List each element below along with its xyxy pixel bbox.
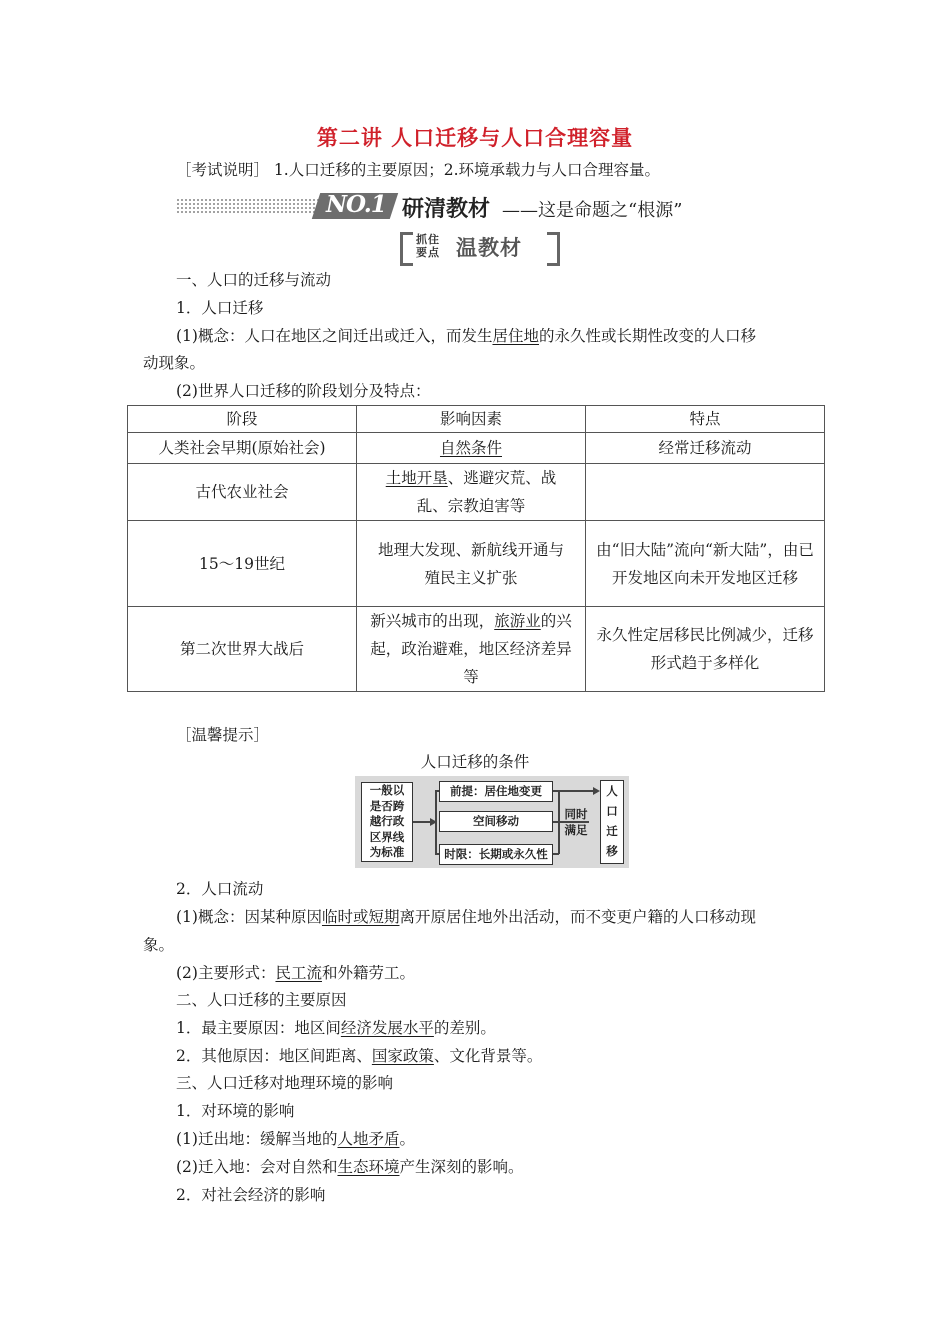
stage-cell: 古代农业社会 <box>128 464 357 521</box>
concept-line: (1)概念：人口在地区之间迁出或迁入，而发生居住地的永久性或长期性改变的人口移 <box>176 327 756 345</box>
table-row <box>128 521 825 607</box>
subheading: 2．对社会经济的影响 <box>176 1186 326 1204</box>
tag-right-bracket <box>547 232 560 266</box>
banner-number: NO.1 <box>326 191 386 218</box>
diagram-criteria-box: 一般以 是否跨 越行政 区界线 为标准 <box>361 782 413 862</box>
diagram-premise-box: 前提：居住地变更 <box>439 781 553 802</box>
tag-left-bracket <box>400 232 413 266</box>
concept-line-cont: 动现象。 <box>143 354 206 372</box>
tag-big-text: 温教材 <box>456 236 522 260</box>
diagram-connector <box>413 821 431 823</box>
flow-concept-line-cont: 象。 <box>143 936 175 954</box>
factor-cell: 土地开垦、逃避灾荒、战乱、宗教迫害等 <box>357 464 586 521</box>
table-row <box>128 464 825 521</box>
header-stage: 阶段 <box>128 406 357 433</box>
review-tag <box>400 232 560 260</box>
impact-line: (1)迁出地：缓解当地的人地矛盾。 <box>176 1130 415 1148</box>
feature-cell: 由“旧大陆”流向“新大陆”，由已开发地区向未开发地区迁移 <box>586 521 825 607</box>
diagram-connector <box>435 790 437 854</box>
section-heading: 二、人口迁移的主要原因 <box>176 991 347 1009</box>
page-title: 第二讲 人口迁移与人口合理容量 <box>316 126 634 150</box>
banner-dot-pattern <box>176 198 326 214</box>
diagram-title: 人口迁移的条件 <box>420 753 530 771</box>
tip-label: ［温馨提示］ <box>176 726 270 744</box>
factor-cell: 地理大发现、新航线开通与殖民主义扩张 <box>357 521 586 607</box>
feature-cell <box>586 464 825 521</box>
flow-concept-line: (1)概念：因某种原因临时或短期离开原居住地外出活动，而不变更户籍的人口移动现 <box>176 908 756 926</box>
factor-cell: 新兴城市的出现，旅游业的兴起，政治避难，地区经济差异等 <box>357 607 586 692</box>
stage-intro: (2)世界人口迁移的阶段划分及特点： <box>176 382 431 400</box>
migration-conditions-diagram <box>355 776 629 868</box>
stage-cell: 15～19世纪 <box>128 521 357 607</box>
section-heading: 一、人口的迁移与流动 <box>176 271 332 289</box>
table-row <box>128 433 825 464</box>
subheading: 1．对环境的影响 <box>176 1102 295 1120</box>
table-row <box>128 607 825 692</box>
diagram-both-label: 同时 满足 <box>564 807 588 837</box>
reason-line: 2．其他原因：地区间距离、国家政策、文化背景等。 <box>176 1047 543 1065</box>
diagram-duration-box: 时限：长期或永久性 <box>439 844 553 865</box>
reason-line: 1．最主要原因：地区间经济发展水平的差别。 <box>176 1019 496 1037</box>
arrow-icon <box>593 787 600 795</box>
diagram-movement-box: 空间移动 <box>439 811 553 832</box>
banner-main-text: 研清教材 <box>402 197 491 222</box>
subheading: 1．人口迁移 <box>176 299 264 317</box>
table-header-row <box>128 406 825 433</box>
stage-cell: 人类社会早期(原始社会) <box>128 433 357 464</box>
factor-cell: 自然条件 <box>357 433 586 464</box>
header-feature: 特点 <box>586 406 825 433</box>
section-heading: 三、人口迁移对地理环境的影响 <box>176 1074 394 1092</box>
feature-cell: 经常迁移流动 <box>586 433 825 464</box>
banner-sub-text: ——这是命题之“根源” <box>502 200 683 221</box>
migration-stages-table <box>127 405 825 692</box>
impact-line: (2)迁入地：会对自然和生态环境产生深刻的影响。 <box>176 1158 524 1176</box>
header-factor: 影响因素 <box>357 406 586 433</box>
tag-small-text: 抓住 要点 <box>416 233 440 259</box>
exam-note: ［考试说明］ 1.人口迁移的主要原因；2.环境承载力与人口合理容量。 <box>176 161 661 179</box>
diagram-connector <box>558 790 560 854</box>
subheading: 2．人口流动 <box>176 880 264 898</box>
diagram-result-box: 人 口 迁 移 <box>600 780 624 864</box>
feature-cell: 永久性定居移民比例减少，迁移形式趋于多样化 <box>586 607 825 692</box>
diagram-connector <box>558 790 598 792</box>
stage-cell: 第二次世界大战后 <box>128 607 357 692</box>
flow-forms-line: (2)主要形式：民工流和外籍劳工。 <box>176 964 415 982</box>
